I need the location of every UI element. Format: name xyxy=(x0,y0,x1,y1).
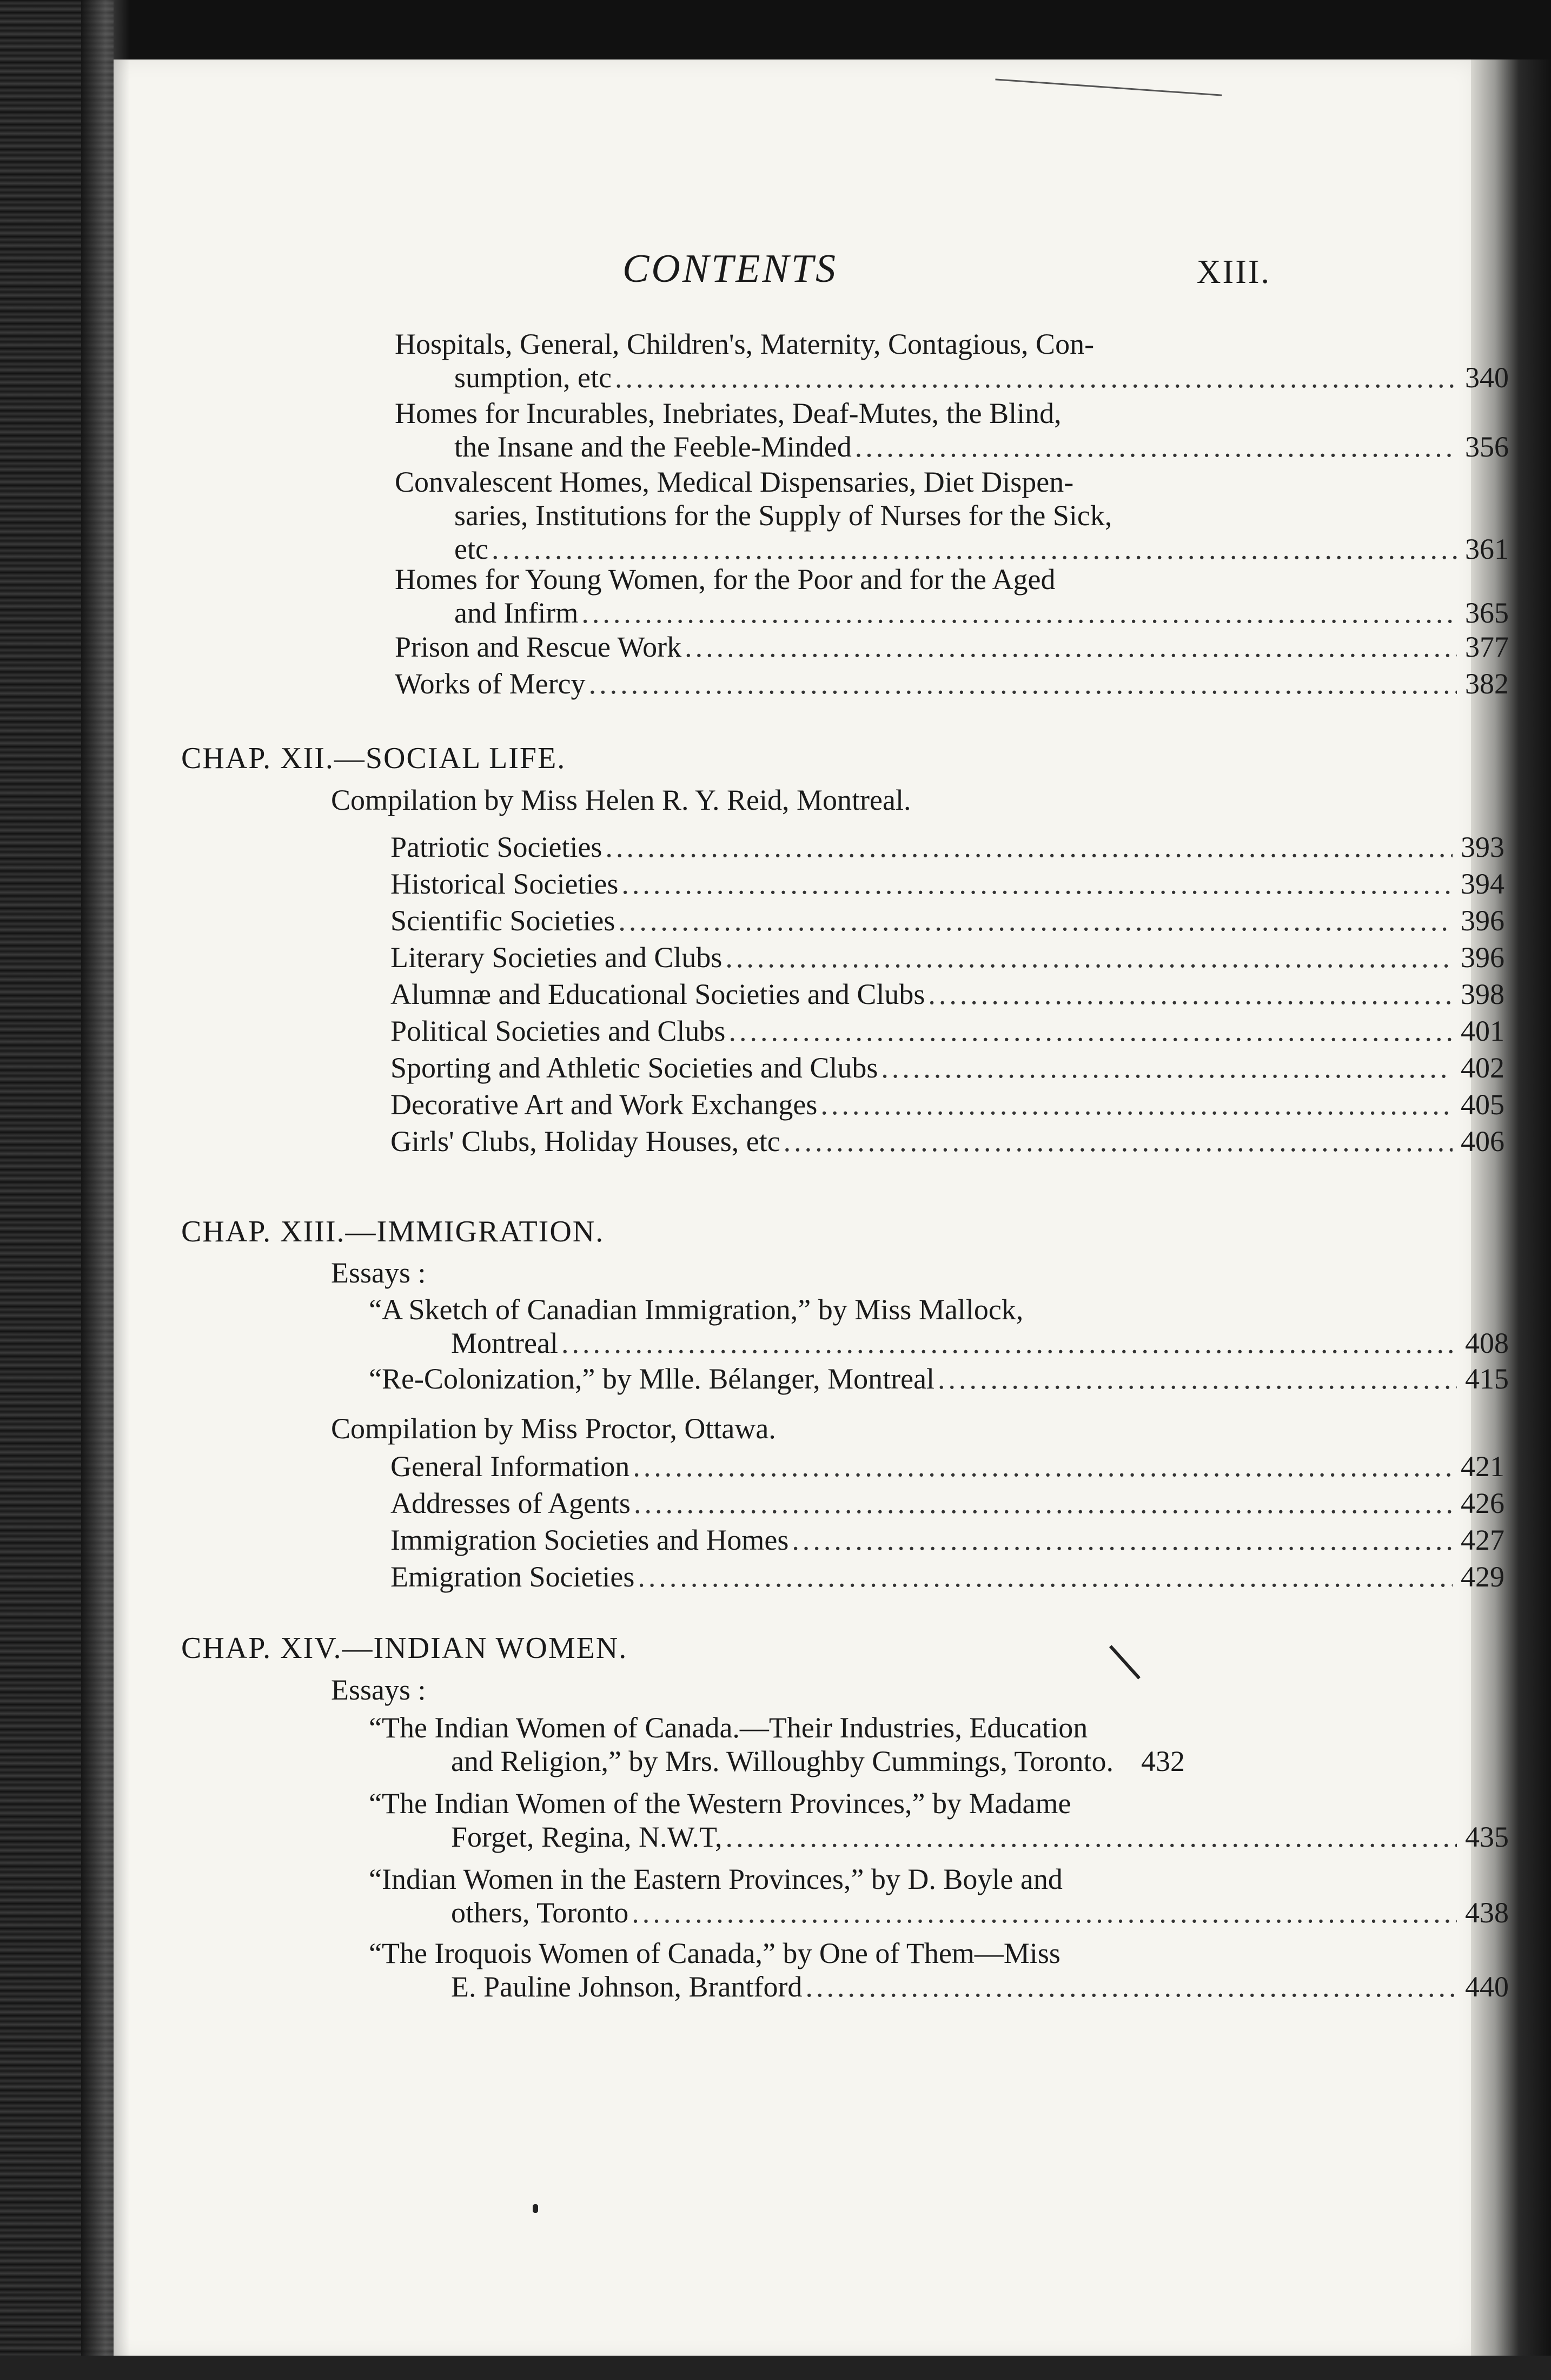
dot-leader xyxy=(638,1560,1453,1594)
toc-page-number: 377 xyxy=(1465,631,1509,663)
toc-entry-text: E. Pauline Johnson, Brantford xyxy=(451,1971,803,2003)
toc-entry-text: and Infirm xyxy=(454,597,579,629)
toc-page-number: 356 xyxy=(1465,431,1509,463)
toc-entry-line: Homes for Incurables, Inebriates, Deaf-Mutes, the Blind, xyxy=(395,397,1062,429)
toc-entry-line: Homes for Young Women, for the Poor and for the Aged xyxy=(395,563,1056,596)
toc-entry-text: and Religion,” by Mrs. Willoughby Cummings, Toronto. xyxy=(451,1745,1114,1777)
scan-speck xyxy=(533,2204,538,2213)
toc-entry xyxy=(395,630,1509,664)
toc-entry-text: sumption, etc xyxy=(454,361,612,394)
toc-entry xyxy=(390,941,1504,974)
toc-page-number: 440 xyxy=(1465,1971,1509,2003)
toc-entry-text: Historical Societies xyxy=(390,868,619,900)
toc-entry-text: Sporting and Athletic Societies and Clubs xyxy=(390,1052,878,1084)
toc-entry xyxy=(395,396,1509,464)
toc-page-number: 402 xyxy=(1461,1052,1504,1084)
toc-entry xyxy=(390,1523,1504,1557)
toc-entry xyxy=(390,1014,1504,1048)
toc-entry-text: etc xyxy=(454,533,488,565)
dot-leader xyxy=(632,1896,1457,1929)
compilation-credit: Compilation by Miss Helen R. Y. Reid, Montreal. xyxy=(331,784,911,816)
dot-leader xyxy=(881,1051,1453,1085)
toc-entry-line: Convalescent Homes, Medical Dispensaries, Diet Dispen- xyxy=(395,466,1074,498)
toc-entry xyxy=(369,1293,1509,1360)
toc-page-number: 340 xyxy=(1465,361,1509,394)
dot-leader xyxy=(605,830,1453,864)
toc-page-number: 426 xyxy=(1461,1487,1504,1519)
toc-entry-text: Alumnæ and Educational Societies and Clubs xyxy=(390,978,925,1010)
toc-page-number: 396 xyxy=(1461,904,1504,937)
dot-leader xyxy=(938,1362,1457,1396)
toc-entry xyxy=(390,1450,1504,1483)
toc-entry-line: “The Indian Women of the Western Provinces,” by Madame xyxy=(369,1787,1071,1820)
toc-entry-text: Political Societies and Clubs xyxy=(390,1015,726,1047)
essays-label: Essays : xyxy=(331,1257,426,1289)
toc-entry-line: “A Sketch of Canadian Immigration,” by Miss Mallock, xyxy=(369,1293,1024,1326)
dot-leader xyxy=(855,430,1457,464)
toc-entry xyxy=(369,1936,1509,2004)
toc-entry xyxy=(390,904,1504,937)
toc-entry-line: saries, Institutions for the Supply of Nurses for the Sick, xyxy=(454,499,1112,532)
toc-entry-text: Immigration Societies and Homes xyxy=(390,1524,789,1556)
chapter-heading: CHAP. XIV.—INDIAN WOMEN. xyxy=(181,1631,628,1665)
toc-entry xyxy=(390,1125,1504,1158)
dot-leader xyxy=(634,1486,1453,1520)
toc-entry xyxy=(390,830,1504,864)
toc-entry-line: “The Iroquois Women of Canada,” by One of Them—Miss xyxy=(369,1937,1060,1969)
dot-leader xyxy=(492,532,1457,566)
dot-leader xyxy=(685,630,1457,664)
toc-entry-text: others, Toronto xyxy=(451,1896,629,1929)
toc-entry xyxy=(390,977,1504,1011)
toc-entry-text: the Insane and the Feeble-Minded xyxy=(454,431,852,463)
toc-entry xyxy=(395,327,1509,394)
toc-entry xyxy=(395,465,1509,566)
essays-label: Essays : xyxy=(331,1674,426,1706)
toc-entry-text: Addresses of Agents xyxy=(390,1487,631,1519)
toc-page-number: 406 xyxy=(1461,1125,1504,1158)
dot-leader xyxy=(792,1523,1453,1557)
toc-entry-text: Decorative Art and Work Exchanges xyxy=(390,1088,818,1121)
toc-page-number: 405 xyxy=(1461,1088,1504,1121)
toc-entry xyxy=(369,1362,1509,1396)
toc-entry-text: Girls' Clubs, Holiday Houses, etc xyxy=(390,1125,780,1158)
page-number: XIII. xyxy=(1196,254,1271,290)
compilation-credit: Compilation by Miss Proctor, Ottawa. xyxy=(331,1412,776,1445)
toc-page-number: 408 xyxy=(1465,1327,1509,1359)
toc-page-number: 398 xyxy=(1461,978,1504,1010)
toc-page-number: 432 xyxy=(1141,1745,1185,1777)
dot-leader xyxy=(728,1014,1453,1048)
toc-entry xyxy=(390,867,1504,901)
toc-entry xyxy=(369,1711,1509,1778)
dot-leader xyxy=(805,1970,1457,2004)
toc-page-number: 382 xyxy=(1465,667,1509,700)
toc-entry xyxy=(369,1787,1509,1854)
dot-leader xyxy=(928,977,1453,1011)
toc-entry-text: “Re-Colonization,” by Mlle. Bélanger, Montreal xyxy=(369,1363,935,1395)
toc-entry xyxy=(390,1560,1504,1594)
toc-entry xyxy=(395,563,1509,630)
toc-page-number: 427 xyxy=(1461,1524,1504,1556)
toc-page-number: 393 xyxy=(1461,831,1504,863)
toc-page-number: 394 xyxy=(1461,868,1504,900)
scan-top-border xyxy=(0,0,1551,62)
toc-entry-text: Forget, Regina, N.W.T, xyxy=(451,1821,723,1853)
toc-page-number: 438 xyxy=(1465,1896,1509,1929)
toc-entry-text: Patriotic Societies xyxy=(390,831,602,863)
dot-leader xyxy=(618,904,1453,937)
dot-leader xyxy=(633,1450,1453,1483)
toc-entry xyxy=(395,667,1509,700)
toc-page-number: 401 xyxy=(1461,1015,1504,1047)
toc-entry-text: Prison and Rescue Work xyxy=(395,631,682,663)
toc-page-number: 415 xyxy=(1465,1363,1509,1395)
toc-entry-text: Literary Societies and Clubs xyxy=(390,941,723,974)
toc-page-number: 429 xyxy=(1461,1561,1504,1593)
toc-page-number: 365 xyxy=(1465,597,1509,629)
toc-entry xyxy=(390,1486,1504,1520)
toc-entry-text: General Information xyxy=(390,1450,630,1483)
dot-leader xyxy=(615,361,1457,394)
toc-entry xyxy=(390,1088,1504,1121)
chapter-heading: CHAP. XII.—SOCIAL LIFE. xyxy=(181,742,566,775)
toc-page-number: 421 xyxy=(1461,1450,1504,1483)
running-head-title: CONTENTS xyxy=(622,247,838,291)
scan-bottom-border xyxy=(0,2356,1551,2380)
dot-leader xyxy=(581,596,1457,630)
toc-entry-line: “Indian Women in the Eastern Provinces,” by D. Boyle and xyxy=(369,1863,1063,1895)
toc-page-number: 396 xyxy=(1461,941,1504,974)
dot-leader xyxy=(589,667,1457,700)
toc-page-number: 361 xyxy=(1465,533,1509,565)
toc-entry-text: Montreal xyxy=(451,1327,558,1359)
toc-entry-line: Hospitals, General, Children's, Maternity, Contagious, Con- xyxy=(395,328,1095,360)
dot-leader xyxy=(561,1326,1457,1360)
dot-leader xyxy=(725,941,1453,974)
toc-entry-text: Scientific Societies xyxy=(390,904,615,937)
toc-page-number: 435 xyxy=(1465,1821,1509,1853)
dot-leader xyxy=(784,1125,1453,1158)
chapter-heading: CHAP. XIII.—IMMIGRATION. xyxy=(181,1215,605,1248)
toc-entry-text: Emigration Societies xyxy=(390,1561,635,1593)
dot-leader xyxy=(820,1088,1453,1121)
page-gutter-shadow xyxy=(81,0,130,2380)
toc-entry-text: Works of Mercy xyxy=(395,667,586,700)
toc-entry-line: “The Indian Women of Canada.—Their Industries, Education xyxy=(369,1711,1088,1744)
toc-entry xyxy=(390,1051,1504,1085)
dot-leader xyxy=(621,867,1453,901)
toc-entry xyxy=(369,1862,1509,1929)
dot-leader xyxy=(725,1820,1457,1854)
